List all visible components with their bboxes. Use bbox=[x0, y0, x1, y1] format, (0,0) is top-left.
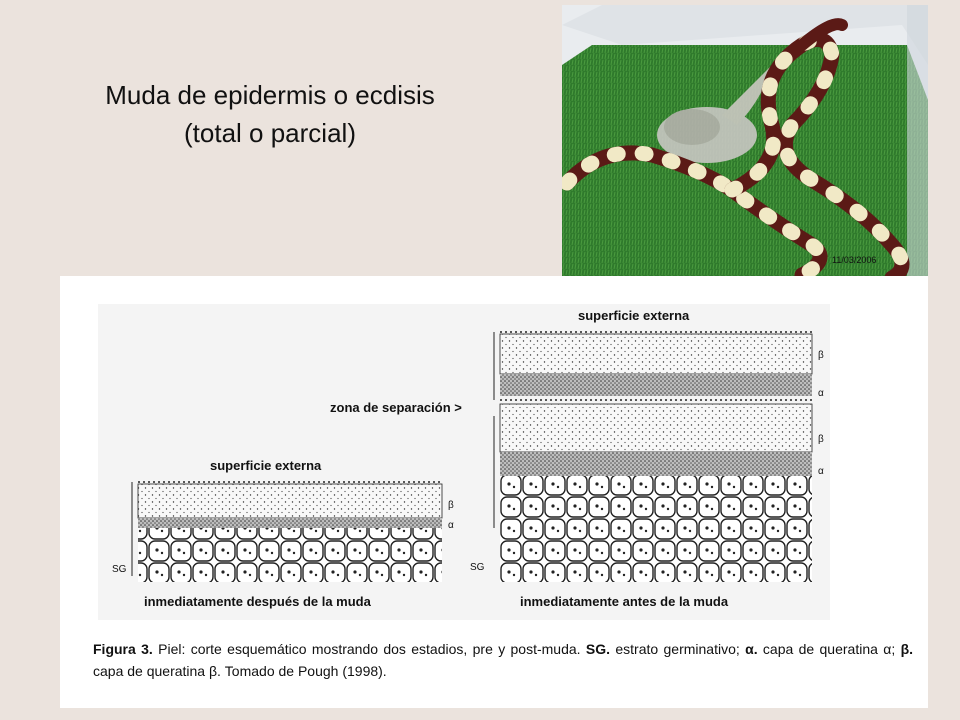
left-sg-label: SG bbox=[112, 564, 127, 575]
caption-part-2: estrato germinativo; bbox=[610, 641, 746, 657]
left-panel-caption: inmediatamente después de la muda bbox=[144, 594, 371, 609]
figure-caption bbox=[93, 638, 913, 682]
right-alpha-label-1: α bbox=[818, 388, 824, 399]
right-alpha-label-2: α bbox=[818, 466, 824, 477]
right-beta-label-1: β bbox=[818, 350, 824, 361]
left-alpha-label: α bbox=[448, 520, 454, 531]
caption-beta-label: β. bbox=[900, 641, 913, 657]
right-panel-caption: inmediatamente antes de la muda bbox=[520, 594, 729, 609]
separation-zone-label: zona de separación > bbox=[330, 400, 462, 415]
caption-part-4: capa de queratina β. Tomado de Pough (1998). bbox=[93, 663, 387, 679]
left-surface-label: superficie externa bbox=[210, 458, 322, 473]
title-line-1: Muda de epidermis o ecdisis bbox=[105, 80, 435, 110]
caption-part-3: capa de queratina α; bbox=[757, 641, 901, 657]
right-surface-label: superficie externa bbox=[578, 308, 690, 323]
caption-figure-label: Figura 3. bbox=[93, 641, 153, 657]
caption-alpha-label: α. bbox=[745, 641, 758, 657]
slide-title bbox=[40, 76, 500, 152]
caption-part-1: Piel: corte esquemático mostrando dos estadios, pre y post-muda. bbox=[152, 641, 586, 657]
right-sg-label: SG bbox=[470, 562, 485, 573]
title-line-2: (total o parcial) bbox=[184, 118, 356, 148]
photo-date-stamp: 11/03/2006 bbox=[832, 255, 877, 265]
snake-photo bbox=[562, 5, 928, 278]
right-beta-label-2: β bbox=[818, 434, 824, 445]
left-beta-label: β bbox=[448, 500, 454, 511]
caption-sg-label: SG. bbox=[585, 641, 611, 657]
